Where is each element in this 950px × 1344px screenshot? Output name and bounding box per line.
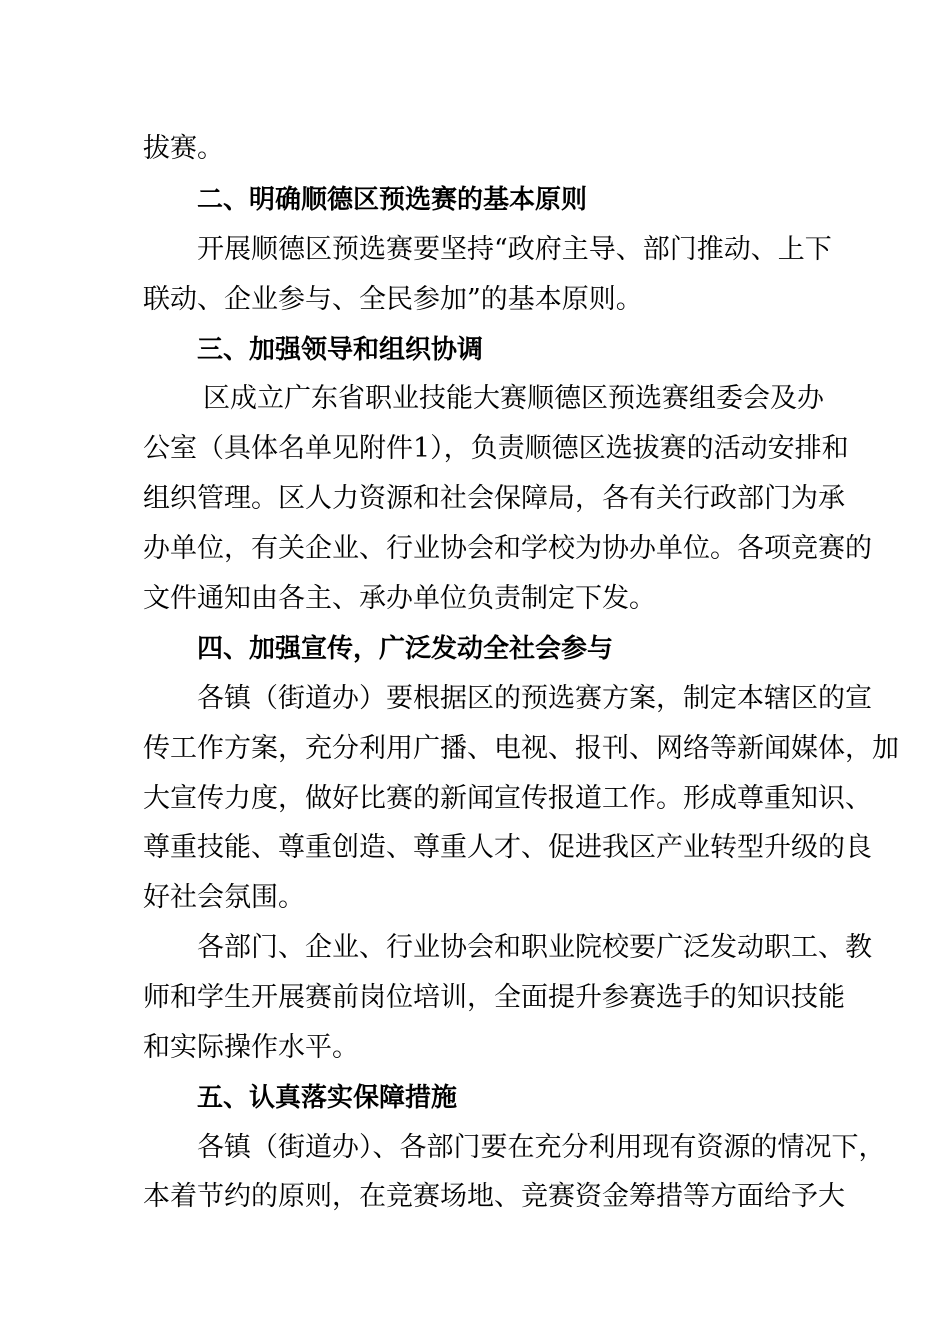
- section-heading: 四、加强宣传，广泛发动全社会参与: [197, 634, 614, 664]
- body-line: 办单位，有关企业、行业协会和学校为协办单位。各项竞赛的: [143, 533, 872, 564]
- body-line: 师和学生开展赛前岗位培训，全面提升参赛选手的知识技能: [143, 982, 845, 1013]
- body-line: 联动、企业参与、全民参加”的基本原则。: [143, 284, 643, 315]
- body-line: 区成立广东省职业技能大赛顺德区预选赛组委会及办: [203, 383, 824, 414]
- section-heading: 三、加强领导和组织协调: [197, 335, 484, 365]
- body-line: 尊重技能、尊重创造、尊重人才、促进我区产业转型升级的良: [143, 832, 872, 863]
- body-line: 各镇（街道办）、各部门要在充分利用现有资源的情况下，: [197, 1132, 886, 1163]
- body-line: 传工作方案，充分利用广播、电视、报刊、网络等新闻媒体，加: [143, 733, 899, 764]
- body-line: 各部门、企业、行业协会和职业院校要广泛发动职工、教: [197, 932, 872, 963]
- section-heading: 二、明确顺德区预选赛的基本原则: [197, 185, 588, 215]
- body-line: 开展顺德区预选赛要坚持“政府主导、部门推动、上下: [197, 234, 832, 265]
- body-line: 和实际操作水平。: [143, 1032, 359, 1063]
- body-line: 组织管理。区人力资源和社会保障局，各有关行政部门为承: [143, 483, 845, 514]
- body-line: 公室（具体名单见附件1），负责顺德区选拔赛的活动安排和: [143, 433, 849, 464]
- body-line: 文件通知由各主、承办单位负责制定下发。: [143, 583, 656, 614]
- body-line: 本着节约的原则，在竞赛场地、竞赛资金筹措等方面给予大: [143, 1181, 845, 1212]
- body-line: 拔赛。: [143, 133, 224, 164]
- section-heading: 五、认真落实保障措施: [197, 1083, 458, 1113]
- body-line: 好社会氛围。: [143, 882, 305, 913]
- body-line: 大宣传力度，做好比赛的新闻宣传报道工作。形成尊重知识、: [143, 783, 872, 814]
- body-line: 各镇（街道办）要根据区的预选赛方案，制定本辖区的宣: [197, 683, 872, 714]
